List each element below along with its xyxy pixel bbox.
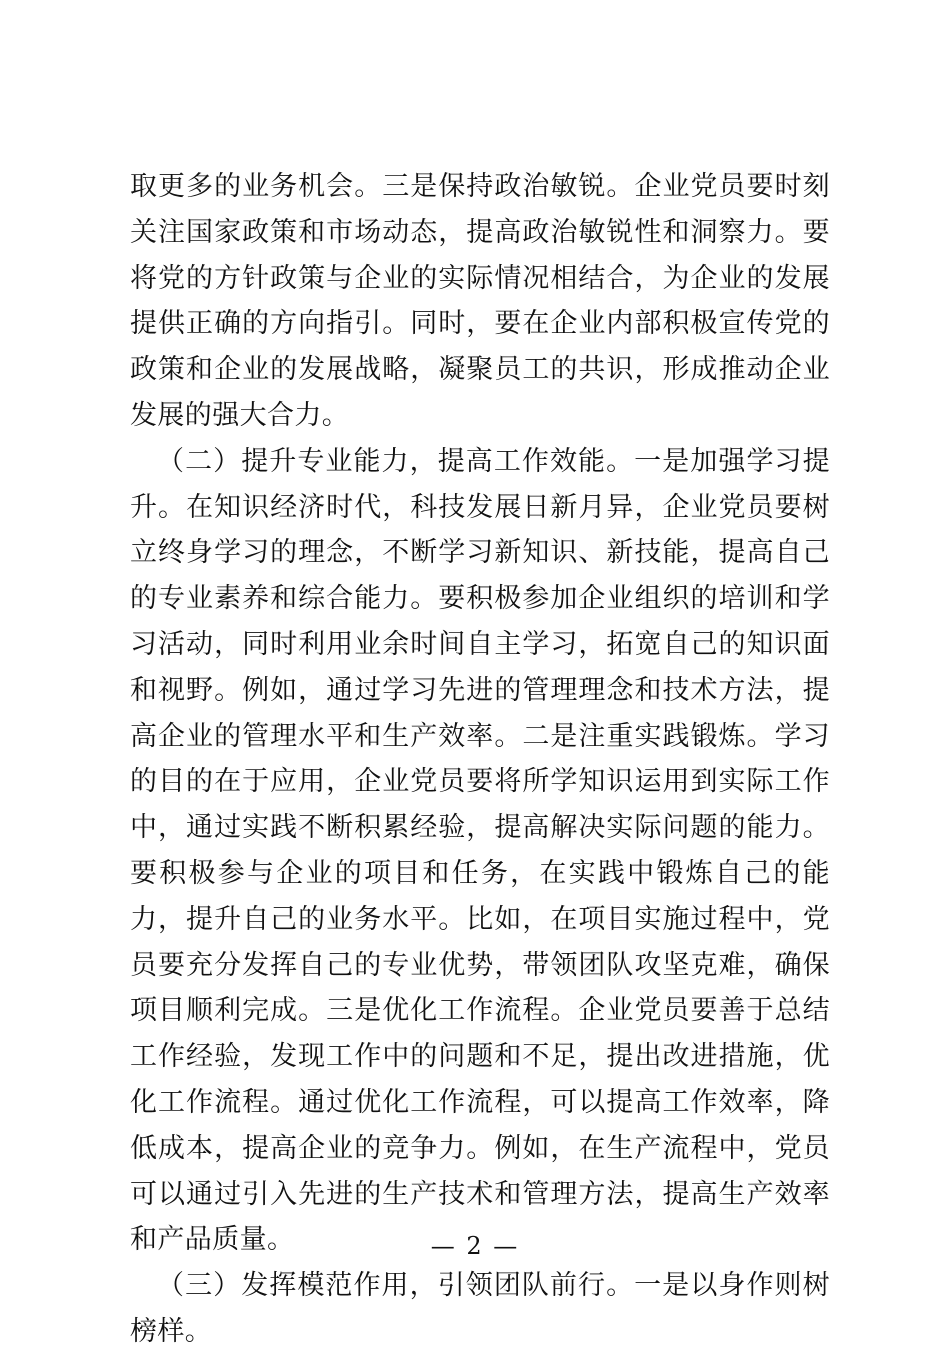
- paragraph-section-two: （二）提升专业能力，提高工作效能。一是加强学习提升。在知识经济时代，科技发展日新月异，企业党员要树立终身学习的理念，不断学习新知识、新技能，提高自己的专业素养和综合能力。要积极参加企业组织的培训和学习活动，同时利用业余时间自主学习，拓宽自己的知识面和视野。例如，通过学习先进的管理理念和技术方法，提高企业的管理水平和生产效率。二是注重实践锻炼。学习的目的在于应用，企业党员要将所学知识运用到实际工作中，通过实践不断积累经验，提高解决实际问题的能力。要积极参与企业的项目和任务，在实践中锻炼自己的能力，提升自己的业务水平。比如，在项目实施过程中，党员要充分发挥自己的专业优势，带领团队攻坚克难，确保项目顺利完成。三是优化工作流程。企业党员要善于总结工作经验，发现工作中的问题和不足，提出改进措施，优化工作流程。通过优化工作流程，可以提高工作效率，降低成本，提高企业的竞争力。例如，在生产流程中，党员可以通过引入先进的生产技术和管理方法，提高生产效率和产品质量。: [130, 445, 830, 1256]
- page-number: — 2 —: [430, 1232, 520, 1260]
- paragraph-section-three: （三）发挥模范作用，引领团队前行。一是以身作则树榜样。: [130, 1270, 830, 1347]
- paragraph-continuation: 取更多的业务机会。三是保持政治敏锐。企业党员要时刻关注国家政策和市场动态，提高政治敏锐性和洞察力。要将党的方针政策与企业的实际情况相结合，为企业的发展提供正确的方向指引。同时，要在企业内部积极宣传党的政策和企业的发展战略，凝聚员工的共识，形成推动企业发展的强大合力。: [130, 171, 830, 431]
- document-body: [130, 164, 830, 1355]
